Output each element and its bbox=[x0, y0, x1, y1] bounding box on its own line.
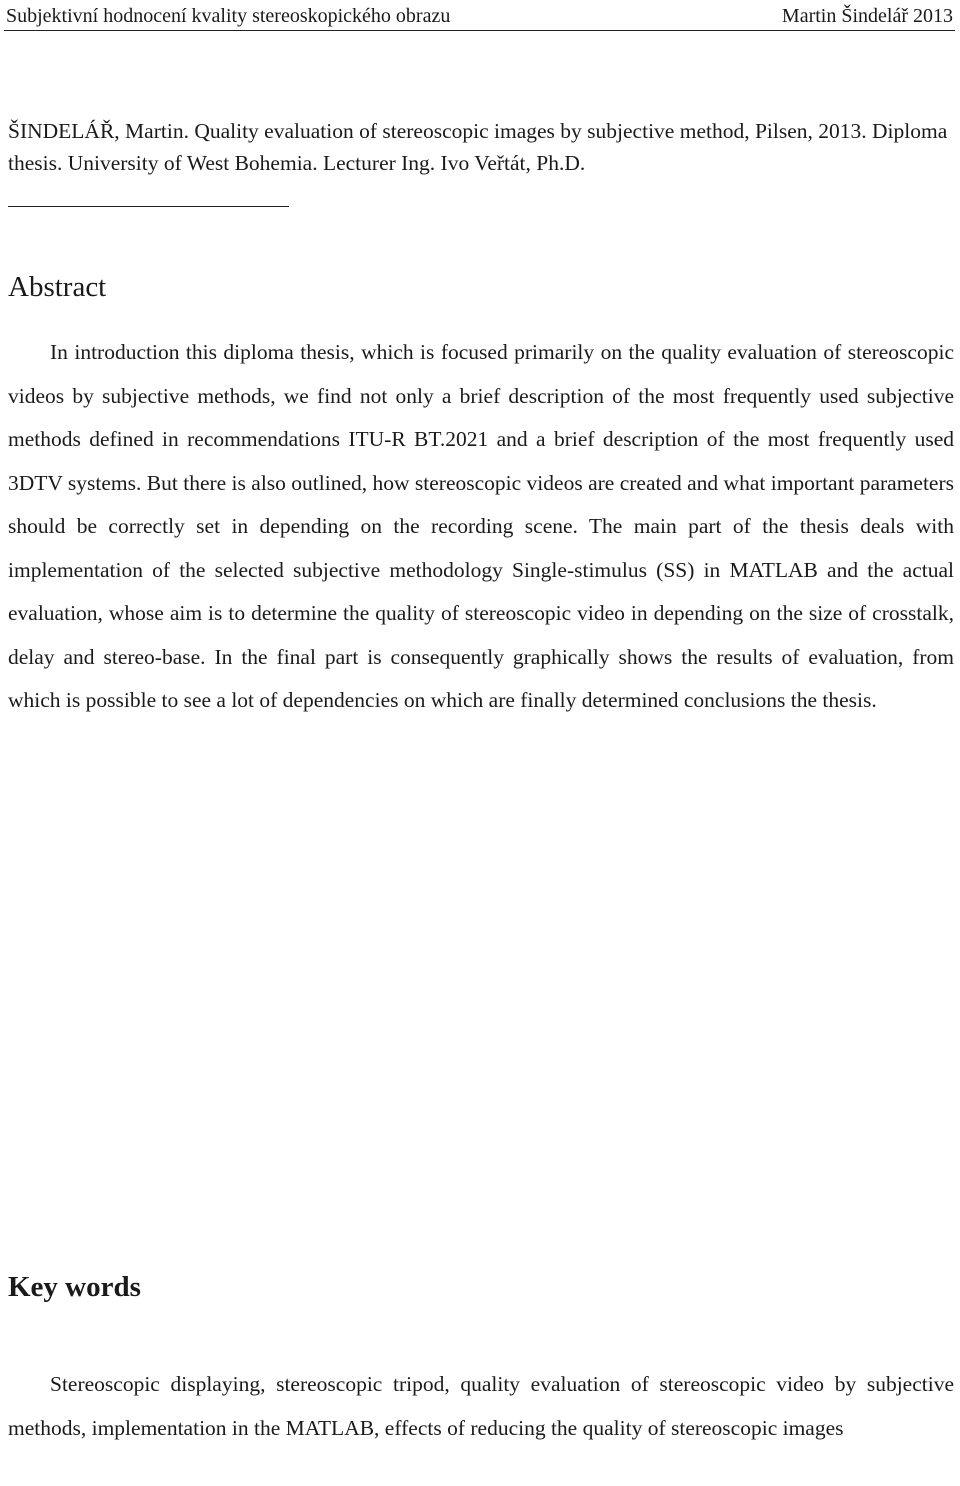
running-header bbox=[4, 4, 955, 31]
header-author-year: Martin Šindelář 2013 bbox=[781, 5, 953, 27]
keywords-paragraph: Stereoscopic displaying, stereoscopic tripod, quality evaluation of stereoscopic video by subjective methods, implementation in the MATLAB, effects of reducing the quality of stereoscopic images bbox=[8, 1372, 954, 1440]
keywords-heading: Key words bbox=[8, 1271, 141, 1303]
bibliographic-citation: ŠINDELÁŘ, Martin. Quality evaluation of stereoscopic images by subjective method, Pilsen, 2013. Diploma thesis. University of West Bohemia. Lecturer Ing. Ivo Veřtát, Ph.D. bbox=[8, 119, 948, 175]
citation-divider bbox=[8, 206, 289, 207]
header-thesis-title: Subjektivní hodnocení kvality stereoskopického obrazu bbox=[6, 5, 451, 27]
abstract-paragraph: In introduction this diploma thesis, which is focused primarily on the quality evaluation of stereoscopic videos by subjective methods, we find not only a brief description of the most frequently used subjective methods defined in recommendations ITU-R BT.2021 and a brief description of the most frequently used 3DTV systems. But there is also outlined, how stereoscopic videos are created and what important parameters should be correctly set in depending on the recording scene. The main part of the thesis deals with implementation of the selected subjective methodology Single-stimulus (SS) in MATLAB and the actual evaluation, whose aim is to determine the quality of stereoscopic video in depending on the size of crosstalk, delay and stereo-base. In the final part is consequently graphically shows the results of evaluation, from which is possible to see a lot of dependencies on which are finally determined conclusions the thesis. bbox=[8, 340, 954, 712]
abstract-heading: Abstract bbox=[8, 271, 107, 303]
